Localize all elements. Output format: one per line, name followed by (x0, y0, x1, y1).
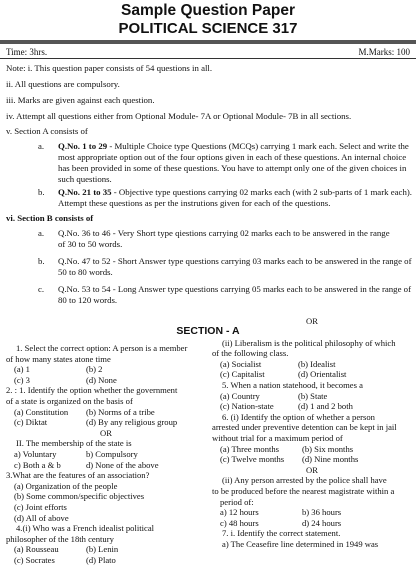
note-5a-line3: has been provided in some of these questions. You have to attempt only one of the given choices in (58, 163, 407, 173)
paper-subject: POLITICAL SCIENCE 317 (118, 20, 298, 37)
q6ii-option: b) 36 hours (302, 507, 342, 518)
note-6c-label: c. (38, 284, 45, 294)
q2-option: (c) Diktat (14, 417, 48, 428)
q7-option: a) The Ceasefire line determined in 1949 was (222, 538, 379, 549)
q5-option: (a) Country (220, 390, 260, 401)
q1-option: (c) 3 (14, 374, 30, 385)
note-2: ii. All questions are compulsory. (6, 79, 120, 89)
note-6b (58, 256, 414, 278)
note-3: iii. Marks are given against each question. (6, 95, 155, 105)
note-5b-line2: Attempt these questions as per the instrutions given for each of the questions. (58, 198, 331, 208)
note-5b-label: b. (38, 187, 45, 197)
or-separator: OR (306, 464, 318, 475)
note-5a-label: a. (38, 141, 45, 151)
note-6a-label: a. (38, 228, 45, 238)
q3-option: (a) Organization of the people (14, 480, 118, 491)
note-6c-line1: Q.No. 53 to 54 - Long Answer type questions carrying 05 marks each to be answered in the range of (58, 284, 412, 294)
q4-line1: 4.(i) Who was a French idealist political (16, 523, 155, 534)
q6-option: (b) Six months (302, 443, 354, 454)
note-5a-line4: such questions. (58, 174, 112, 184)
q4-option: (b) Lenin (86, 544, 119, 555)
note-6b-label: b. (38, 256, 45, 266)
note-6a-line1: Q.No. 36 to 46 - Very Short type qiestions carrying 02 marks each to be answered in the range (58, 228, 390, 238)
q4-line2: philosopher of the 18th century (6, 533, 114, 544)
note-5a-line2: most appropriate option out of the four options given in each of these questions. An internal choice (58, 152, 407, 162)
q3-option: (c) Joint efforts (14, 501, 67, 512)
note-6c (58, 284, 414, 306)
q3-option: (d) All of above (14, 512, 69, 523)
note-5: v. Section A consists of (6, 126, 88, 136)
q3-stem: 3.What are the features of an association? (6, 470, 150, 481)
q4ii-line1: (ii) Liberalism is the political philosophy of which (222, 337, 396, 348)
q1-option: (b) 2 (86, 364, 103, 375)
q5-option: (c) Nation-state (220, 401, 274, 412)
left-column (6, 343, 206, 565)
q6-line3: without trial for a maximum period of (212, 432, 343, 443)
q2-option: (b) Norms of a tribe (86, 406, 155, 417)
q1-option: (a) 1 (14, 364, 30, 375)
q2-option: (d) By any religious group (86, 417, 178, 428)
q6ii-line2: to be produced before the nearest magistrate within a (212, 485, 395, 496)
q1-line2: of how many states atone time (6, 353, 111, 364)
q4ii-option: (b) Idealist (298, 358, 336, 369)
note-5b-line1: - Objective type questions carrying 02 marks each (with 2 sub-parts of 1 mark each). (111, 187, 412, 197)
marks-label: M.Marks: 100 (358, 47, 410, 57)
header-divider (0, 58, 416, 59)
or-separator: OR (100, 427, 112, 438)
note-5b (58, 187, 414, 209)
time-label: Time: 3hrs. (6, 47, 48, 57)
q2ii-option: d) None of the above (86, 459, 159, 470)
note-6a (58, 228, 414, 250)
q6-option: (c) Twelve months (220, 454, 285, 465)
q6-line2: arrested under preventive detention can be kept in jail (212, 422, 397, 433)
q4-option: (c) Socrates (14, 554, 55, 565)
q6ii-option: d) 24 hours (302, 517, 342, 528)
q5-option: (b) State (298, 390, 328, 401)
header-band (0, 40, 416, 44)
q2ii-option: a) Voluntary (14, 448, 57, 459)
q6-line1: 6. (i) Identify the option of whether a person (222, 411, 375, 422)
q3-option: (b) Some common/specific objectives (14, 491, 145, 502)
q6-option: (a) Three months (220, 443, 280, 454)
note-5a (58, 141, 414, 185)
q4-option: (a) Rousseau (14, 544, 59, 555)
q6ii-option: a) 12 hours (220, 507, 259, 518)
section-a-title: SECTION - A (176, 325, 240, 337)
note-1: Note: i. This question paper consists of 54 questions in all. (6, 63, 213, 73)
note-5a-line1: - Multiple Choice type Questions (MCQs) carrying 1 mark each. Select and write the (107, 141, 409, 151)
q1-line1: 1. Select the correct option: A person is a member (16, 343, 188, 353)
q6ii-option: c) 48 hours (220, 517, 259, 528)
or-separator: OR (306, 316, 318, 326)
q6ii-line3: period of: (220, 496, 254, 507)
note-6: vi. Section B consists of (6, 213, 94, 223)
note-6c-line2: 80 to 120 words. (58, 295, 118, 305)
q4-option: (d) Plato (86, 554, 116, 565)
q2ii-option: b) Compulsory (86, 448, 138, 459)
note-5b-range: Q.No. 21 to 35 (58, 187, 112, 197)
right-column (212, 316, 412, 549)
q4ii-option: (d) Orientalist (298, 369, 347, 380)
q4ii-line2: of the following class. (212, 348, 289, 359)
q2ii-option: c) Both a & b (14, 459, 61, 470)
q7-stem: 7. i. Identify the correct statement. (222, 528, 341, 539)
note-4: iv. Attempt all questions either from Optional Module- 7A or Optional Module- 7B in all sections. (6, 111, 352, 121)
q4ii-option: (c) Capitalist (220, 369, 265, 380)
note-5a-range: Q.No. 1 to 29 (58, 141, 108, 151)
note-6b-line2: 50 to 80 words. (58, 267, 113, 277)
note-6a-line2: of 30 to 50 words. (58, 239, 123, 249)
q6-option: (d) Nine months (302, 454, 359, 465)
note-6b-line1: Q.No. 47 to 52 - Short Answer type questions carrying 03 marks each to be answered in the range of (58, 256, 412, 266)
q2ii-stem: II. The membership of the state is (16, 438, 132, 449)
q4ii-option: (a) Socialist (220, 358, 262, 369)
q6ii-line1: (ii) Any person arrested by the police shall have (222, 475, 387, 486)
q1-option: (d) None (86, 374, 117, 385)
q5-stem: 5. When a nation statehood, it becomes a (222, 379, 363, 390)
q2-option: (a) Constitution (14, 406, 69, 417)
q2-line2: of a state is organized on the basis of (6, 395, 133, 406)
paper-title: Sample Question Paper (121, 2, 295, 19)
q5-option: (d) 1 and 2 both (298, 401, 353, 412)
q2-line1: 2. : 1. Identify the option whether the government (6, 385, 178, 396)
